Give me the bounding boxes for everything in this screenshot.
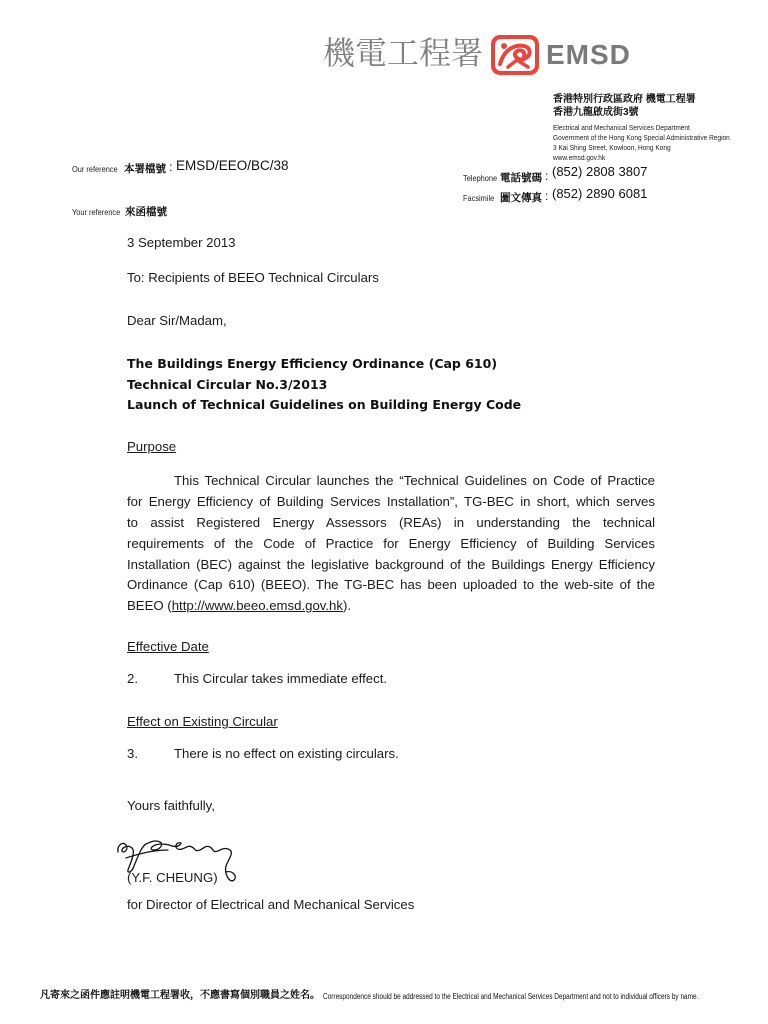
beeo-website-link[interactable]: http://www.beeo.emsd.gov.hk bbox=[171, 598, 343, 614]
logo-chinese-name: 機電工程署 bbox=[323, 35, 484, 71]
purpose-paragraph bbox=[127, 471, 655, 617]
our-reference-value: EMSD/EEO/BC/38 bbox=[176, 158, 289, 173]
telephone-value: (852) 2808 3807 bbox=[552, 164, 648, 179]
facsimile-label: Facsimile bbox=[463, 193, 495, 203]
address-zh-line: 香港特別行政區政府 機電工程署 bbox=[553, 94, 696, 105]
effective-date-heading: Effective Date bbox=[127, 639, 209, 654]
subject-line: Technical Circular No.3/2013 bbox=[127, 376, 328, 392]
our-reference-separator: : bbox=[169, 160, 173, 174]
address-en-line: Government of the Hong Kong Special Administrative Region bbox=[553, 133, 730, 142]
facsimile-separator: : bbox=[545, 189, 549, 203]
address-website: www.emsd.gov.hk bbox=[553, 153, 606, 162]
address-en-line: Electrical and Mechanical Services Department bbox=[553, 123, 690, 132]
subject-line: Launch of Technical Guidelines on Building Energy Code bbox=[127, 397, 522, 413]
signatory-title: for Director of Electrical and Mechanical Services bbox=[127, 897, 415, 912]
paragraph-line: Ordinance (Cap 610) (BEEO). The TG-BEC has been uploaded to the web-site of the bbox=[127, 577, 655, 593]
our-reference-label-zh: 本署檔號 bbox=[124, 163, 166, 175]
letter-closing: Yours faithfully, bbox=[127, 798, 215, 813]
purpose-heading: Purpose bbox=[127, 439, 177, 454]
paragraph-line: to assist Registered Energy Assessors (REAs) in understanding the technical bbox=[127, 514, 655, 530]
letter-recipient: To: Recipients of BEEO Technical Circulars bbox=[127, 270, 379, 285]
footer-note-zh: 凡寄來之函件應註明機電工程署收，不應書寫個別職員之姓名。 bbox=[40, 990, 320, 1001]
letter-date: 3 September 2013 bbox=[127, 235, 236, 250]
effective-date-text: This Circular takes immediate effect. bbox=[174, 671, 388, 686]
paragraph-line: for Energy Efficiency of Building Services Installation”, TG-BEC in short, which serves bbox=[127, 493, 655, 509]
your-reference-label-zh: 來函檔號 bbox=[125, 206, 167, 218]
paragraph-text: BEEO ( bbox=[127, 598, 172, 614]
signatory-name: (Y.F. CHEUNG) bbox=[127, 870, 218, 885]
address-zh-line: 香港九龍啟成街3號 bbox=[553, 107, 639, 118]
paragraph-line: requirements of the Code of Practice for Energy Efficiency of Building Services bbox=[127, 535, 655, 551]
footer-note-en: Correspondence should be addressed to the Electrical and Mechanical Services Department and not to individual officers by name. bbox=[323, 992, 699, 1001]
paragraph-line: This Technical Circular launches the “Technical Guidelines on Code of Practice bbox=[174, 473, 655, 488]
item-number: 2. bbox=[127, 671, 138, 686]
paragraph-line: Installation (BEC) against the legislative background of the Buildings Energy Efficiency bbox=[127, 556, 655, 572]
telephone-label-zh: 電話號碼 bbox=[500, 172, 542, 184]
subject-line: The Buildings Energy Efficiency Ordinance (Cap 610) bbox=[127, 356, 498, 371]
existing-circular-heading: Effect on Existing Circular bbox=[127, 714, 278, 729]
facsimile-value: (852) 2890 6081 bbox=[552, 186, 648, 201]
emsd-logo-icon bbox=[490, 34, 540, 81]
logo-emsd-wordmark: EMSD bbox=[546, 39, 631, 70]
letter-salutation: Dear Sir/Madam, bbox=[127, 313, 227, 328]
item-number: 3. bbox=[127, 746, 138, 761]
address-en-line: 3 Kai Shing Street, Kowloon, Hong Kong bbox=[553, 143, 671, 152]
telephone-separator: : bbox=[545, 169, 549, 183]
existing-circular-text: There is no effect on existing circulars. bbox=[174, 746, 399, 761]
paragraph-text: ). bbox=[343, 598, 352, 614]
paragraph-last-line bbox=[127, 596, 655, 617]
your-reference-label: Your reference bbox=[72, 207, 121, 217]
telephone-label: Telephone bbox=[463, 173, 498, 183]
letter-subject bbox=[127, 354, 521, 416]
our-reference-label: Our reference bbox=[72, 164, 118, 174]
facsimile-label-zh: 圖文傳真 bbox=[500, 192, 542, 204]
